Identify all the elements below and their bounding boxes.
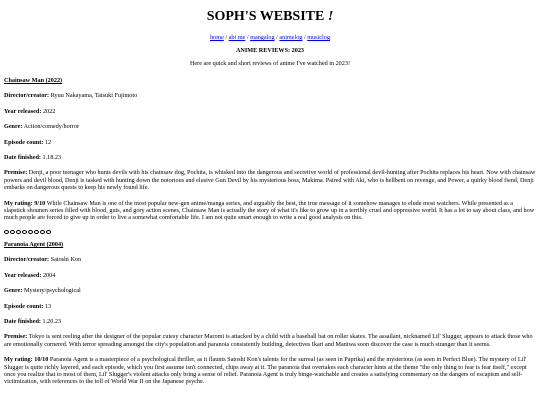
review-premise [4,169,536,191]
field-value: Ryuu Nakayama, Tatsuki Fujimoto [50,92,138,100]
field-label: Date finished: [4,154,41,162]
nav-separator: / [223,34,229,41]
field-value: Action/comedy/horror [23,123,79,131]
review-rating [4,356,536,386]
field-value: 1.20.23 [42,317,62,325]
review-rating [4,200,536,222]
field-label: Premise: [4,169,28,177]
flower-icon [28,230,33,234]
flower-icon [22,230,27,234]
field-label: Genre: [4,123,23,131]
nav-bar [4,34,536,43]
review-date [4,154,536,161]
site-title-text: SOPH'S WEBSITE [206,9,325,24]
flower-icon [40,230,45,234]
field-label: My rating: [4,356,33,364]
field-label: Year released: [4,107,42,115]
field-label: Episode count: [4,302,44,310]
site-title-accent: ! [327,9,334,24]
review-genre [4,287,536,294]
review-date [4,318,536,325]
review-genre [4,123,536,130]
nav-link-about[interactable]: abt me [228,34,246,41]
rating-value: 10/10 [34,356,49,364]
review-title: Chainsaw Man (2022) [4,77,63,84]
review-episodes [4,139,536,146]
rating-value: 9/10 [34,199,46,207]
review-premise [4,333,536,348]
field-value: Denji, a poor teenager who hunts devils with his chainsaw dog, Pochita, is whisked into the dangerous and secretive world of professional devil-hunting after Pochita replaces his heart. Now with chainsaw powers and devil blood, Denji is tasked with hunting down the notorious and elusive Gun Devil by his mysterious boss, Makima. Paired with Aki, who is hellbent on revenge, and Power, a quirky blood fiend, Denji embarks on dangerous quests to keep his newly found life. [4,169,536,192]
page [4,0,536,386]
field-value: 1.18.23 [42,154,62,162]
review-entry [4,77,536,222]
field-label: Episode count: [4,138,44,146]
flower-icon [16,230,21,234]
field-value: Satoshi Kon [50,256,82,264]
field-value: 2022 [42,107,56,115]
review-year [4,272,536,279]
field-label: Date finished: [4,317,41,325]
review-director [4,256,536,263]
field-label: Director/creator: [4,256,50,264]
field-label: Year released: [4,271,42,279]
page-intro: Here are quick and short reviews of anime I've watched in 2023! [189,60,351,67]
flower-icon [10,230,15,234]
field-value: 12 [44,138,52,146]
site-title [4,0,536,30]
field-value: 2004 [42,271,56,279]
review-entry [4,241,536,386]
field-label: Director/creator: [4,92,50,100]
field-value: Tokyo is sent reeling after the designer of the popular cutesy character Maromi is attacked by a child with a baseball bat on roller skates. The assailant, nicknamed Lil' Slugger, appears to attack those who are emotionally cornered. With terror spreading amongst the city's population and paranoia consistently building, detectives Ikari and Maniwa soon discover the case is much stranger than it seems. [4,333,533,348]
page-subtitle: ANIME REVIEWS: 2023 [235,47,305,54]
flower-icon [34,230,39,234]
nav-link-animelog[interactable]: animelog [279,34,303,41]
field-label: Genre: [4,287,23,295]
flower-divider-icon [4,228,536,237]
review-episodes [4,303,536,310]
review-year [4,108,536,115]
nav-link-home[interactable]: home [210,34,224,41]
nav-separator: / [274,34,280,41]
review-director [4,92,536,99]
rating-text: Paranoia Agent is a masterpiece of a psychological thriller, as it flaunts Satoshi Kon's talents for the surreal (as seen in Paprika) and the mysterious (as seen in Perfect Blue). The mystery of Lil' Slugger is quite richly layered, and each episode, which you first assume isn't connected, chips away at it. The paranoia that overtakes each character hints at the theme "the only thing to fear is fear itself," except once you realize that to most of them, Lil' Slugger's violent attacks only bring a sense of relief. Paranoia Agent is truly binge-watchable and creates a satisfying commentary on the dangers of escapism and self-victimization, with references to the toll of World War II on the Japanese psyche. [4,356,527,386]
flower-icon [4,230,9,234]
field-label: Premise: [4,333,28,341]
field-label: My rating: [4,199,33,207]
nav-link-mangalog[interactable]: mangalog [250,34,275,41]
rating-text: While Chainsaw Man is one of the most popular new-gen anime/manga series, and arguably the best, the true message of it somehow manages to elude most watchers. While presented as a slapstick shounen series filled with blood, guts, and gory action scenes, Chainsaw Man is actually the story of what it's like to grow up in a terribly cruel and oppressive world. It has a lot to say about class, and how much people are forced to give up in order to live a somewhat comfortable life. I am not quite smart enough to write a real good analysis on this. [4,199,535,222]
nav-separator: / [245,34,251,41]
field-value: 13 [44,302,52,310]
field-value: Mystery/psychological [24,287,81,295]
flower-icon [46,230,51,234]
nav-link-musiclog[interactable]: musiclog [307,34,330,41]
nav-separator: / [302,34,308,41]
review-title: Paranoia Agent (2004) [4,240,64,248]
